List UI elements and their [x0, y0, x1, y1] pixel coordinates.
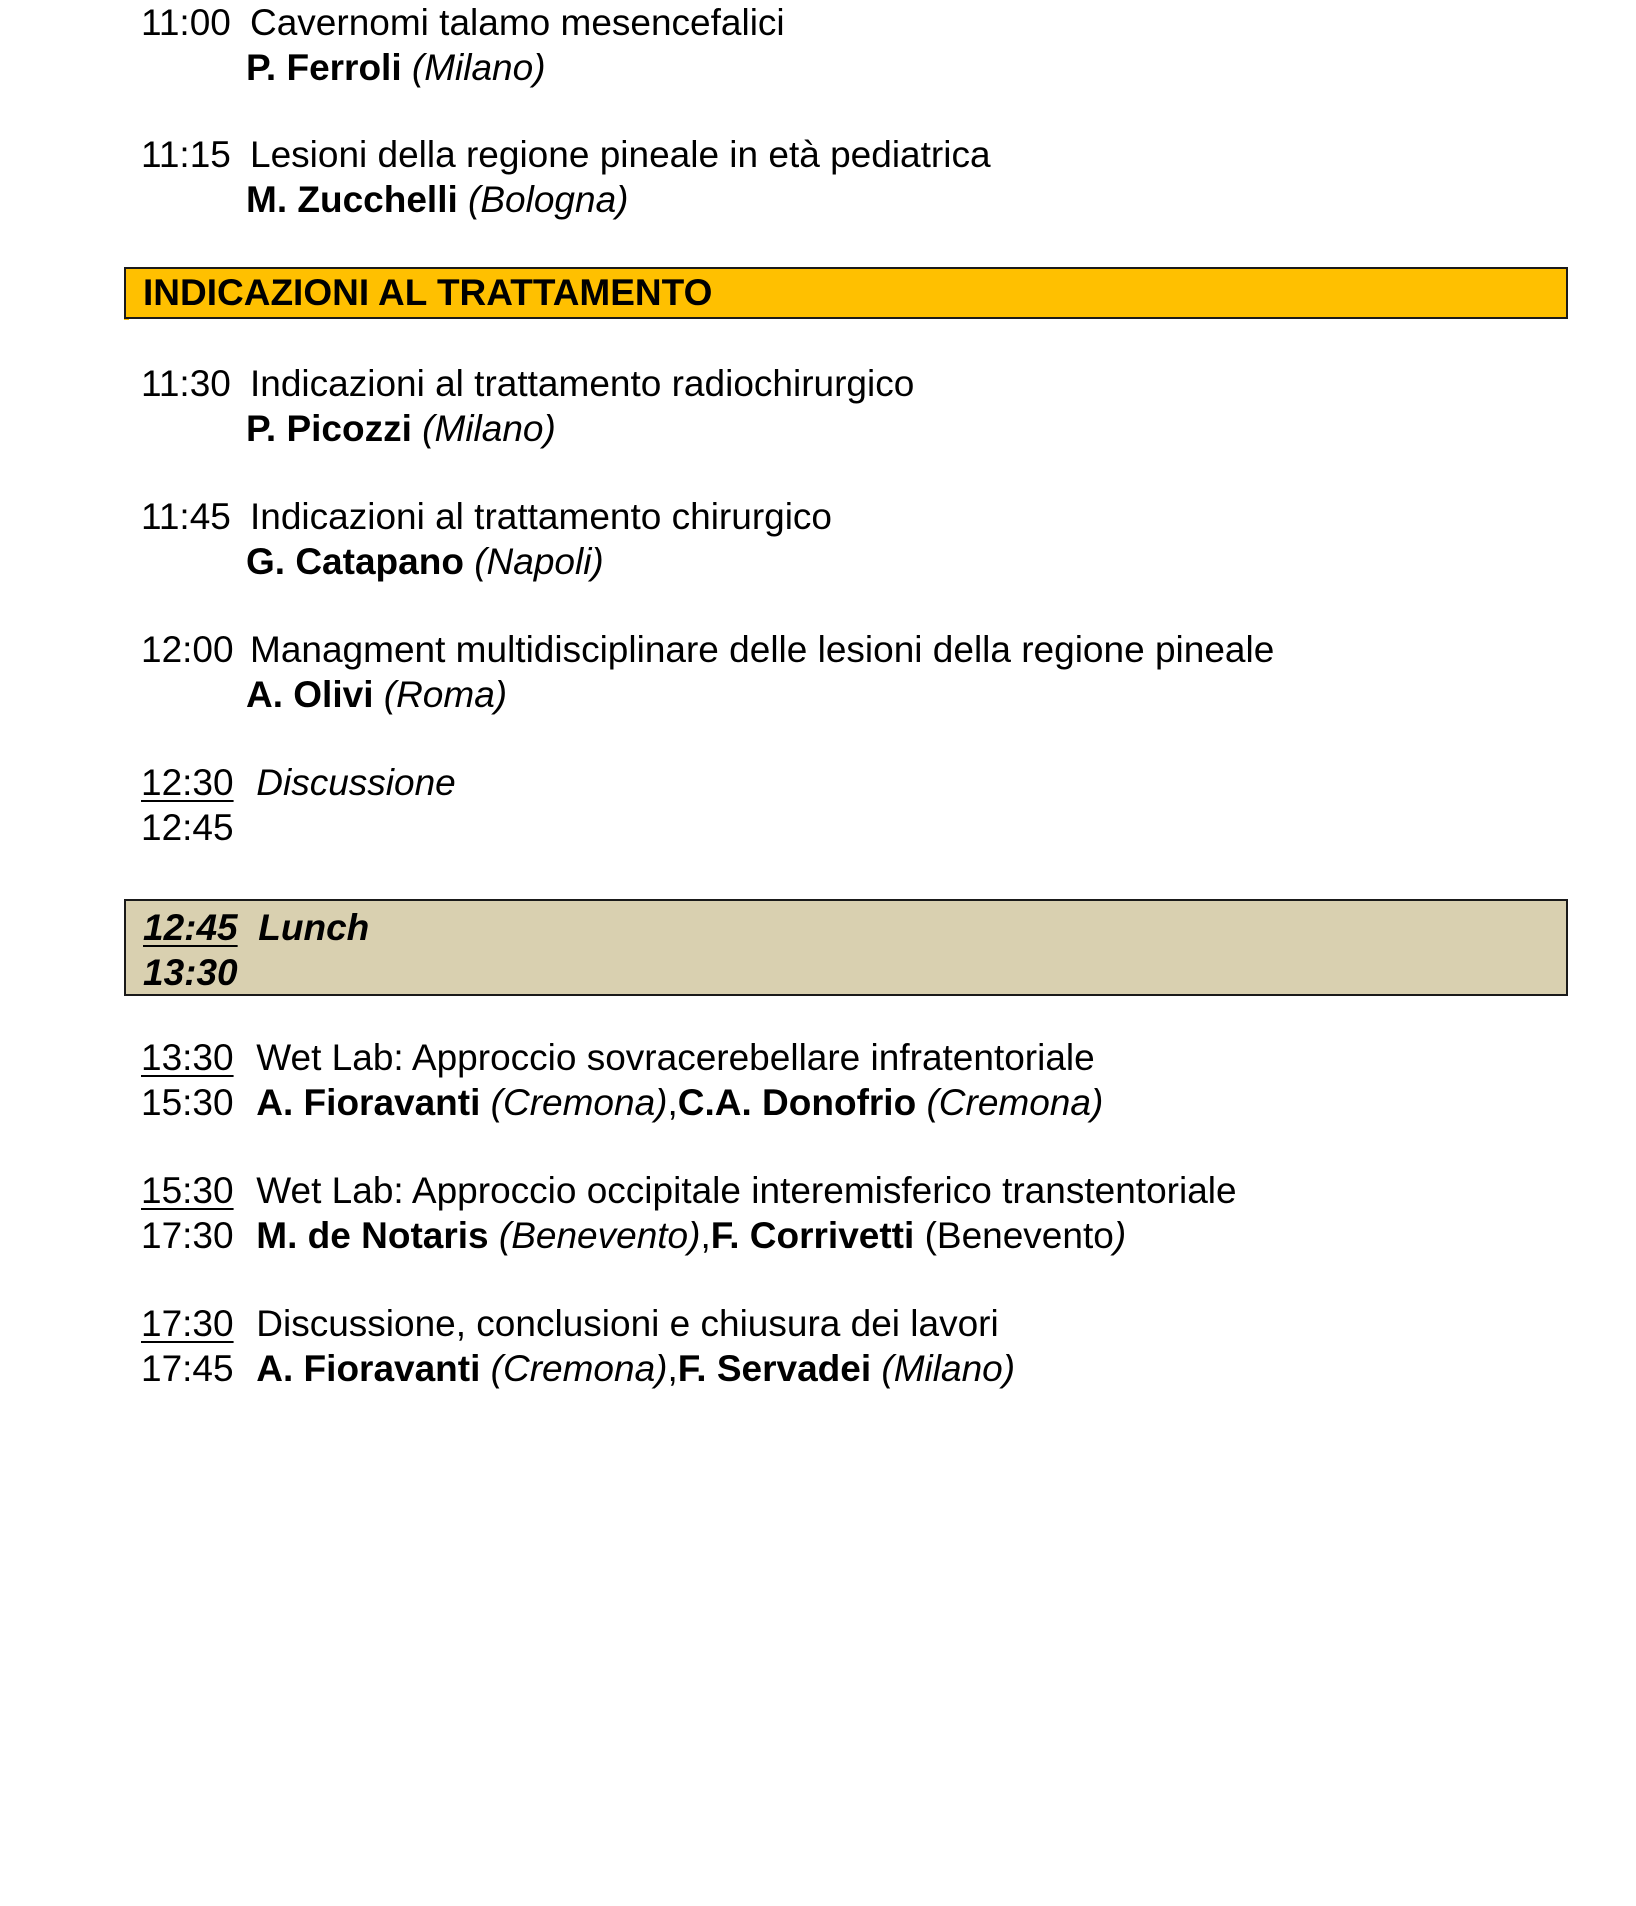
lunch-start-time: 12:45 [143, 907, 238, 948]
session-1200 [141, 627, 1274, 717]
speaker-separator: , [667, 1082, 678, 1123]
speaker-city: (Napoli) [474, 541, 604, 582]
section-title: INDICAZIONI AL TRATTAMENTO [143, 272, 713, 313]
lunch-title: Lunch [258, 907, 370, 948]
discussion-start-time: 12:30 [141, 762, 234, 803]
lab-start-time: 15:30 [141, 1170, 234, 1211]
speaker-city: (Cremona) [926, 1082, 1104, 1123]
speaker-city: (Milano) [881, 1348, 1016, 1389]
session-1115 [141, 132, 991, 222]
lab-end-time: 15:30 [141, 1082, 234, 1123]
speaker-name: C.A. Donofrio [677, 1082, 917, 1123]
discussion-title: Discussione [256, 762, 456, 803]
session-time: 11:30 [141, 363, 231, 404]
session-title: Cavernomi talamo mesencefalici [250, 2, 785, 43]
lab-title: Wet Lab: Approccio sovracerebellare infratentoriale [256, 1037, 1095, 1078]
session-time: 11:00 [141, 2, 231, 43]
session-title: Managment multidisciplinare delle lesioni della regione pineale [250, 629, 1275, 670]
speaker-name: A. Olivi [246, 674, 374, 715]
lab-title: Discussione, conclusioni e chiusura dei lavori [256, 1303, 999, 1344]
speaker-city: (Cremona) [490, 1082, 668, 1123]
speaker-city: (Cremona) [490, 1348, 668, 1389]
lab-start-time: 17:30 [141, 1303, 234, 1344]
speaker-separator: , [700, 1215, 711, 1256]
closing-1730 [141, 1301, 1015, 1391]
speaker-name: A. Fioravanti [256, 1348, 481, 1389]
lab-end-time: 17:45 [141, 1348, 234, 1389]
speaker-city: (Benevento) [498, 1215, 701, 1256]
section-banner [124, 267, 1568, 319]
lab-start-time: 13:30 [141, 1037, 234, 1078]
speaker-city: (Benevento [924, 1215, 1114, 1256]
lab-1330 [141, 1035, 1103, 1125]
session-title: Indicazioni al trattamento radiochirurgico [250, 363, 915, 404]
lunch-end-time: 13:30 [143, 952, 238, 993]
speaker-name: F. Servadei [677, 1348, 872, 1389]
session-title: Indicazioni al trattamento chirurgico [250, 496, 833, 537]
speaker-separator: , [667, 1348, 678, 1389]
speaker-name: A. Fioravanti [256, 1082, 481, 1123]
lab-1530 [141, 1168, 1237, 1258]
speaker-name: P. Ferroli [246, 47, 402, 88]
session-1100 [141, 0, 785, 90]
speaker-city-close: ) [1113, 1215, 1127, 1256]
speaker-name: G. Catapano [246, 541, 464, 582]
speaker-city: (Milano) [411, 47, 546, 88]
speaker-name: M. Zucchelli [246, 179, 458, 220]
speaker-city: (Bologna) [468, 179, 629, 220]
session-time: 11:45 [141, 496, 231, 537]
discussion-block [141, 760, 456, 850]
speaker-name: P. Picozzi [246, 408, 412, 449]
session-title: Lesioni della regione pineale in età pediatrica [250, 134, 991, 175]
speaker-city: (Roma) [383, 674, 508, 715]
speaker-name: F. Corrivetti [710, 1215, 915, 1256]
session-1145 [141, 494, 832, 584]
speaker-name: M. de Notaris [256, 1215, 489, 1256]
session-1130 [141, 361, 914, 451]
speaker-city: (Milano) [422, 408, 556, 449]
lunch-banner [124, 899, 1568, 996]
session-time: 12:00 [141, 629, 234, 670]
session-time: 11:15 [141, 134, 231, 175]
lab-end-time: 17:30 [141, 1215, 234, 1256]
discussion-end-time: 12:45 [141, 807, 234, 848]
lab-title: Wet Lab: Approccio occipitale interemisferico transtentoriale [256, 1170, 1237, 1211]
